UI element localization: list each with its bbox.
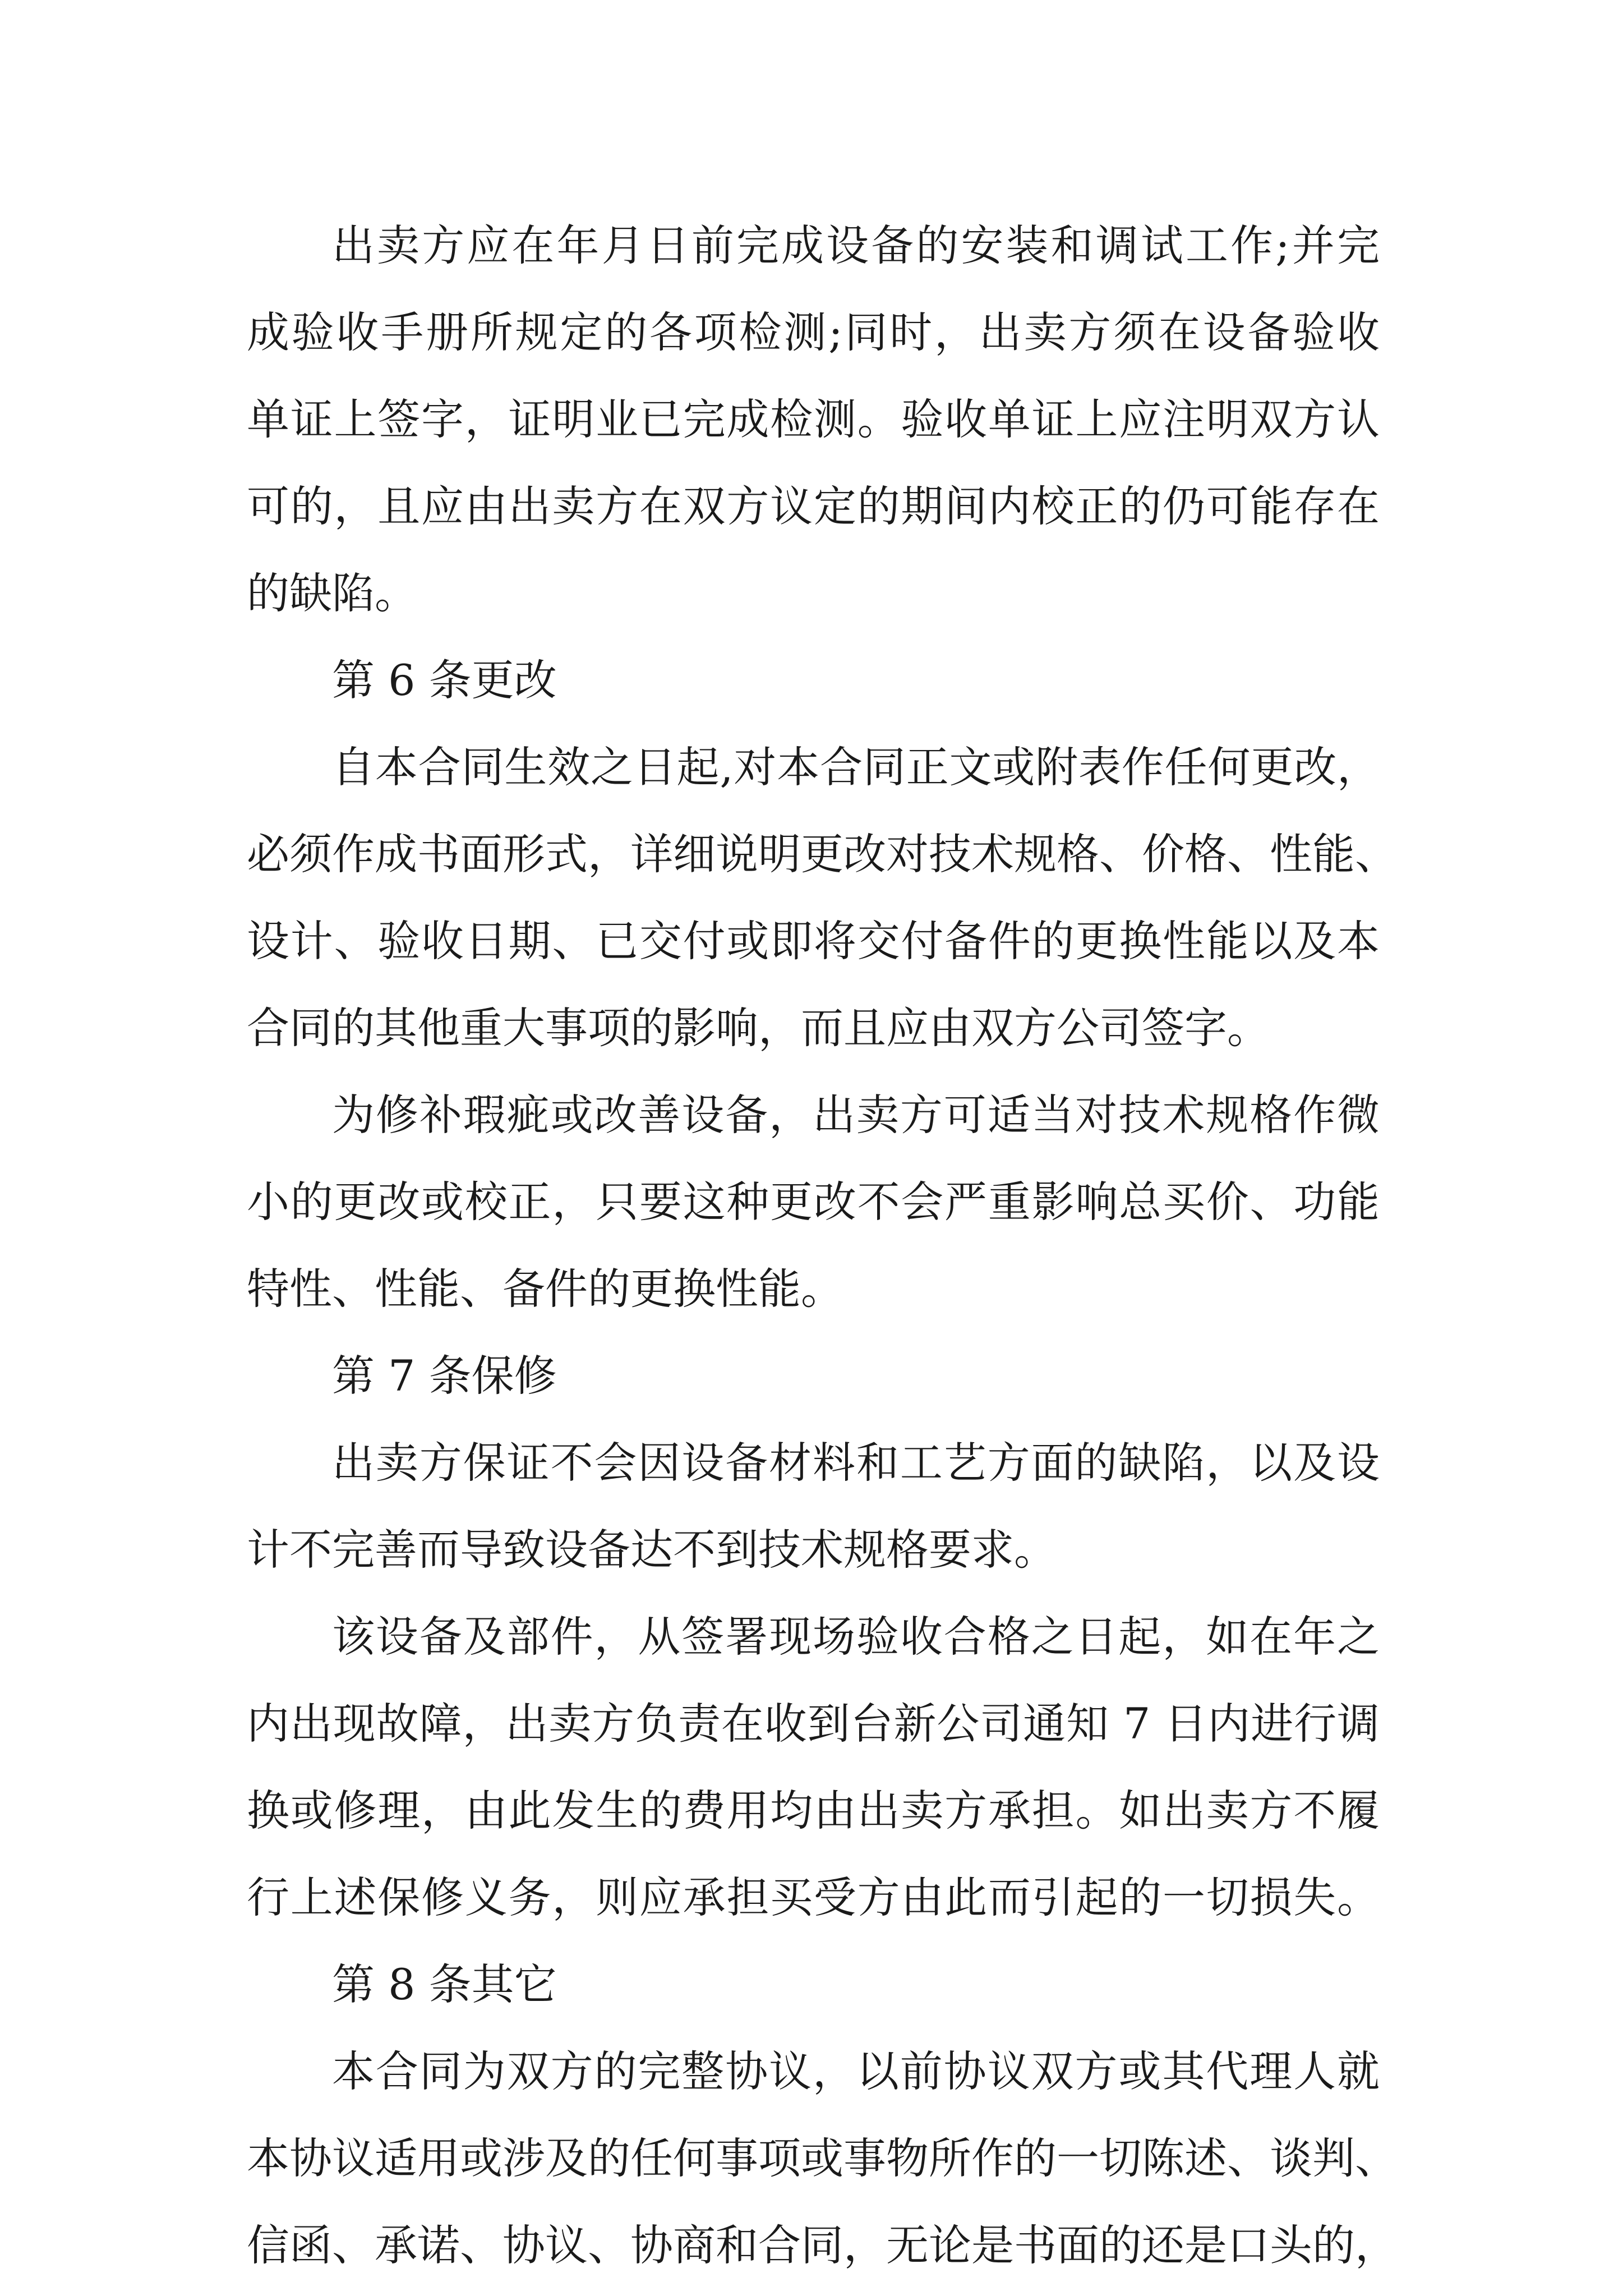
- paragraph-line: 自本合同生效之日起,对本合同正文或附表作任何更改，: [332, 742, 1380, 792]
- paragraph-line: 出卖方保证不会因设备材料和工艺方面的缺陷，以及设: [332, 1438, 1380, 1488]
- paragraph-line: 的缺陷。: [247, 568, 417, 618]
- paragraph-line: 必须作成书面形式，详细说明更改对技术规格、价格、性能、: [247, 829, 1398, 879]
- section-heading-6: 第 6 条更改: [332, 655, 557, 705]
- paragraph-line: 可的，且应由出卖方在双方议定的期间内校正的仍可能存在: [247, 481, 1380, 531]
- paragraph-line: 小的更改或校正，只要这种更改不会严重影响总买价、功能: [247, 1177, 1380, 1227]
- section-heading-7: 第 7 条保修: [332, 1351, 557, 1401]
- paragraph-line: 信函、承诺、协议、协商和合同，无论是书面的还是口头的，: [247, 2220, 1398, 2270]
- document-page: [247, 202, 1398, 2289]
- paragraph-line: 本合同为双方的完整协议，以前协议双方或其代理人就: [332, 2046, 1380, 2096]
- paragraph-line: 特性、性能、备件的更换性能。: [247, 1264, 843, 1314]
- section-heading-8: 第 8 条其它: [332, 1959, 557, 2009]
- paragraph-line: 成验收手册所规定的各项检测;同时，出卖方须在设备验收: [247, 307, 1380, 357]
- paragraph-line: 换或修理，由此发生的费用均由出卖方承担。如出卖方不履: [247, 1786, 1380, 1835]
- paragraph-line: 出卖方应在年月日前完成设备的安装和调试工作;并完: [332, 220, 1380, 270]
- paragraph-line: 单证上签字，证明业已完成检测。验收单证上应注明双方认: [247, 394, 1380, 444]
- paragraph-line: 设计、验收日期、已交付或即将交付备件的更换性能以及本: [247, 916, 1380, 966]
- paragraph-line: 本协议适用或涉及的任何事项或事物所作的一切陈述、谈判、: [247, 2133, 1398, 2183]
- paragraph-line: 计不完善而导致设备达不到技术规格要求。: [247, 1525, 1057, 1575]
- paragraph-line: 合同的其他重大事项的影响，而且应由双方公司签字。: [247, 1003, 1270, 1053]
- paragraph-line: 行上述保修义务，则应承担买受方由此而引起的一切损失。: [247, 1872, 1380, 1922]
- paragraph-line: 内出现故障，出卖方负责在收到台新公司通知 7 日内进行调: [247, 1699, 1380, 1749]
- paragraph-line: 为修补瑕疵或改善设备，出卖方可适当对技术规格作微: [332, 1090, 1380, 1140]
- paragraph-line: 该设备及部件，从签署现场验收合格之日起，如在年之: [332, 1612, 1380, 1662]
